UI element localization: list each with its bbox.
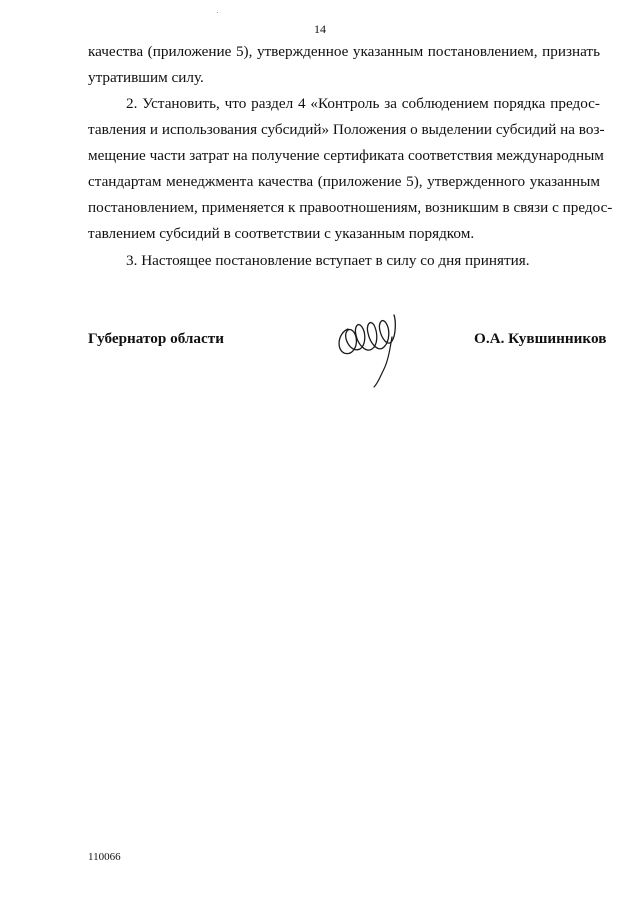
paragraph-2-line-1: 2. Установить, что раздел 4 «Контроль за соблюдением порядка предос- (126, 95, 600, 112)
page-number: 14 (314, 22, 326, 36)
paragraph-1-line-1: качества (приложение 5), утвержденное указанным постановлением, признать (88, 43, 600, 60)
paragraph-2-line-6: тавлением субсидий в соответствии с указанным порядком. (88, 225, 475, 242)
paragraph-3-line-1: 3. Настоящее постановление вступает в силу со дня принятия. (126, 252, 530, 269)
signatory-position: Губернатор области (88, 330, 224, 347)
signatory-name: О.А. Кувшинников (474, 330, 607, 347)
paragraph-2-line-3: мещение части затрат на получение сертификата соответствия международным (88, 147, 604, 164)
paragraph-1-line-2: утратившим силу. (88, 69, 204, 86)
document-code: 110066 (88, 851, 121, 863)
paragraph-2-line-4: стандартам менеджмента качества (приложение 5), утвержденного указанным (88, 173, 600, 190)
handwritten-signature (334, 307, 402, 391)
scan-speck (217, 12, 218, 13)
paragraph-2-line-5: постановлением, применяется к правоотношениям, возникшим в связи с предос- (88, 199, 613, 216)
paragraph-2-line-2: тавления и использования субсидий» Положения о выделении субсидий на воз- (88, 121, 605, 138)
